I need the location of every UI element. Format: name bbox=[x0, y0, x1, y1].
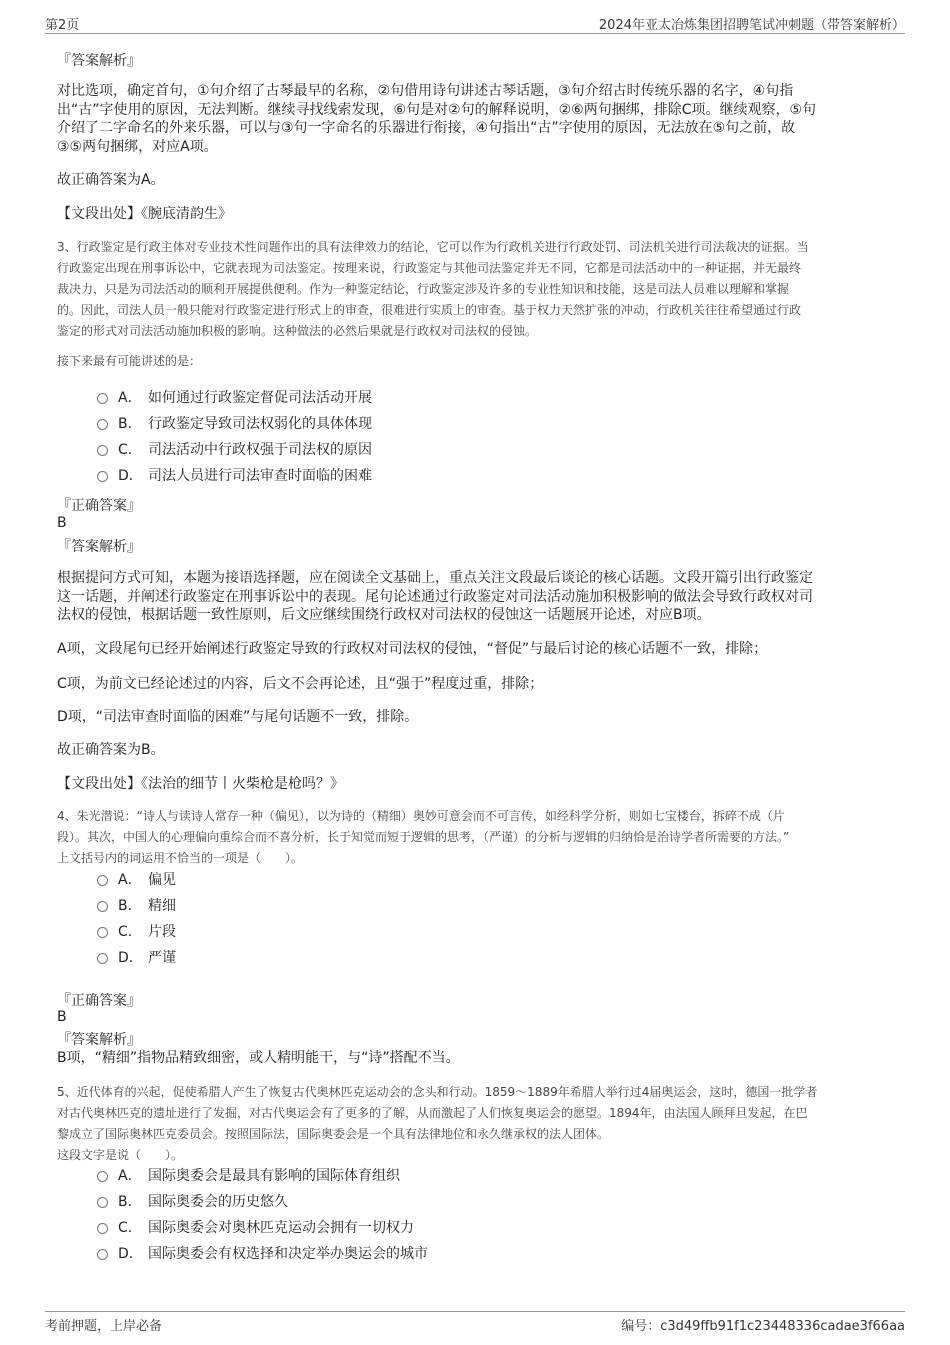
option-letter: C． bbox=[118, 442, 142, 458]
q3-analysis-line: 这一话题，并阐述行政鉴定在刑事诉讼中的表现。尾句论述通过行政鉴定对司法活动施加积极影响的做法会导致行政权对司 bbox=[57, 588, 813, 605]
q5-option-c[interactable] bbox=[97, 1217, 414, 1237]
q3-analysis-label: 『答案解析』 bbox=[57, 539, 141, 555]
q4-analysis-label: 『答案解析』 bbox=[57, 1032, 141, 1048]
radio-icon[interactable] bbox=[97, 953, 108, 964]
q4-option-a[interactable] bbox=[97, 869, 176, 889]
document-title: 2024年亚太冶炼集团招聘笔试冲刺题（带答案解析） bbox=[598, 18, 905, 33]
radio-icon[interactable] bbox=[97, 445, 108, 456]
q5-stem-line: 对古代奥林匹克的遗址进行了发掘，对古代奥运会有了更多的了解，从而激起了人们恢复奥运会的愿望。1894年，由法国人顾拜旦发起，在巴 bbox=[57, 1106, 808, 1120]
footer-divider bbox=[45, 1311, 905, 1312]
header-divider bbox=[45, 33, 905, 34]
q5-stem-line: 这段文字是说（ ）。 bbox=[57, 1148, 184, 1162]
option-text: 如何通过行政鉴定督促司法活动开展 bbox=[148, 390, 372, 406]
option-letter: C． bbox=[118, 1220, 142, 1236]
option-text: 严谨 bbox=[148, 950, 176, 966]
option-letter: B． bbox=[118, 898, 142, 914]
q3-stem-line: 行政鉴定出现在刑事诉讼中，它就表现为司法鉴定。按理来说，行政鉴定与其他司法鉴定并无不同，它都是司法活动中的一种证据，并无最终 bbox=[57, 261, 802, 275]
option-letter: D． bbox=[118, 1246, 143, 1262]
q3-source: 【文段出处】《法治的细节丨火柴枪是枪吗？》 bbox=[57, 776, 344, 792]
radio-icon[interactable] bbox=[97, 471, 108, 482]
q2-source: 【文段出处】《腕底清韵生》 bbox=[57, 206, 232, 222]
q3-option-c[interactable] bbox=[97, 439, 372, 459]
q3-stem bbox=[57, 237, 809, 342]
q3-stem-line: 鉴定的形式对司法活动施加积极的影响。这种做法的必然后果就是行政权对司法权的侵蚀。 bbox=[57, 324, 538, 338]
radio-icon[interactable] bbox=[97, 419, 108, 430]
q3-option-d[interactable] bbox=[97, 465, 372, 485]
q3-explain-a: A项，文段尾句已经开始阐述行政鉴定导致的行政权对司法权的侵蚀，“督促”与最后讨论的核心话题不一致，排除； bbox=[57, 641, 768, 657]
q3-answer-label: 『正确答案』 bbox=[57, 498, 141, 514]
q4-analysis: B项，“精细”指物品精致细密，或人精明能干，与“诗”搭配不当。 bbox=[57, 1050, 460, 1066]
radio-icon[interactable] bbox=[97, 1197, 108, 1208]
option-letter: A． bbox=[118, 1168, 142, 1184]
q3-analysis-line: 根据提问方式可知，本题为接语选择题，应在阅读全文基础上，重点关注文段最后谈论的核心话题。文段开篇引出行政鉴定 bbox=[57, 570, 813, 586]
option-text: 国际奥委会的历史悠久 bbox=[148, 1194, 288, 1210]
option-letter: B． bbox=[118, 1194, 142, 1210]
q3-explain-d: D项，“司法审查时面临的困难”与尾句话题不一致，排除。 bbox=[57, 709, 419, 725]
q2-analysis-line: 对比选项，确定首句，①句介绍了古琴最早的名称，②句借用诗句讲述古琴话题，③句介绍古时传统乐器的名字，④句指 bbox=[57, 83, 794, 99]
option-text: 司法活动中行政权强于司法权的原因 bbox=[148, 442, 372, 458]
q4-option-c[interactable] bbox=[97, 921, 176, 941]
page-number: 第2页 bbox=[45, 18, 80, 33]
radio-icon[interactable] bbox=[97, 1249, 108, 1260]
option-letter: D． bbox=[118, 950, 143, 966]
q5-option-a[interactable] bbox=[97, 1165, 400, 1185]
radio-icon[interactable] bbox=[97, 1171, 108, 1182]
q4-stem-line: 4、朱光潜说：“诗人与读诗人常存一种（偏见），以为诗的（精细）奥妙可意会而不可言传，如经科学分析，则如七宝楼台，拆碎不成（片 bbox=[57, 809, 785, 823]
radio-icon[interactable] bbox=[97, 901, 108, 912]
option-text: 片段 bbox=[148, 924, 176, 940]
q4-option-d[interactable] bbox=[97, 947, 176, 967]
q4-stem bbox=[57, 806, 789, 869]
q2-analysis-line: ③⑤两句捆绑，对应A项。 bbox=[57, 138, 218, 155]
q3-question: 接下来最有可能讲述的是： bbox=[57, 354, 202, 368]
option-text: 国际奥委会是最具有影响的国际体育组织 bbox=[148, 1168, 400, 1184]
option-letter: C． bbox=[118, 924, 142, 940]
q4-stem-line: 段）。其次，中国人的心理偏向重综合而不喜分析，长于知觉而短于逻辑的思考，（严谨）的分析与逻辑的归纳恰是治诗学者所需要的方法。” bbox=[57, 830, 790, 844]
option-text: 国际奥委会有权选择和决定举办奥运会的城市 bbox=[148, 1246, 428, 1262]
q2-analysis bbox=[57, 82, 816, 156]
option-text: 国际奥委会对奥林匹克运动会拥有一切权力 bbox=[148, 1220, 414, 1236]
q3-stem-line: 的。因此，司法人员一般只能对行政鉴定进行形式上的审查，很难进行实质上的审查。基于权力天然扩张的冲动，行政机关往往希望通过行政 bbox=[57, 303, 802, 317]
q5-stem-line: 5、近代体育的兴起，促使希腊人产生了恢复古代奥林匹克运动会的念头和行动。1859～1889年希腊人举行过4届奥运会，这时，德国一批学者 bbox=[57, 1085, 818, 1099]
q3-option-a[interactable] bbox=[97, 387, 372, 407]
q3-analysis bbox=[57, 569, 813, 625]
q3-answer: B bbox=[57, 515, 67, 531]
radio-icon[interactable] bbox=[97, 927, 108, 938]
q5-stem-line: 黎成立了国际奥林匹克委员会。按照国际法，国际奥委会是一个具有法律地位和永久继承权的法人团体。 bbox=[57, 1127, 610, 1141]
radio-icon[interactable] bbox=[97, 393, 108, 404]
option-letter: B． bbox=[118, 416, 142, 432]
option-letter: A． bbox=[118, 872, 142, 888]
q2-conclusion: 故正确答案为A。 bbox=[57, 172, 165, 188]
option-text: 偏见 bbox=[148, 872, 176, 888]
q5-option-d[interactable] bbox=[97, 1243, 428, 1263]
option-text: 行政鉴定导致司法权弱化的具体体现 bbox=[148, 416, 372, 432]
q3-option-b[interactable] bbox=[97, 413, 372, 433]
option-letter: D． bbox=[118, 468, 143, 484]
q4-option-b[interactable] bbox=[97, 895, 176, 915]
q4-stem-line: 上文括号内的词运用不恰当的一项是（ ）。 bbox=[57, 851, 304, 865]
q2-analysis-line: 出“古”字使用的原因，无法判断。继续寻找线索发现，⑥句是对②句的解释说明，②⑥两句捆绑，排除C项。继续观察，⑤句 bbox=[57, 101, 817, 118]
q3-explain-c: C项，为前文已经论述过的内容，后文不会再论述，且“强于”程度过重，排除； bbox=[57, 676, 544, 692]
option-letter: A． bbox=[118, 390, 142, 406]
q4-answer-label: 『正确答案』 bbox=[57, 993, 141, 1009]
option-text: 精细 bbox=[148, 898, 176, 914]
q3-analysis-line: 法权的侵蚀，根据话题一致性原则，后文应继续围绕行政权对司法权的侵蚀这一话题展开论述，对应B项。 bbox=[57, 607, 711, 623]
footer-slogan: 考前押题，上岸必备 bbox=[45, 1319, 163, 1334]
q5-option-b[interactable] bbox=[97, 1191, 288, 1211]
q4-answer: B bbox=[57, 1009, 67, 1025]
q3-stem-line: 3、行政鉴定是行政主体对专业技术性问题作出的具有法律效力的结论，它可以作为行政机关进行行政处罚、司法机关进行司法裁决的证据。当 bbox=[57, 240, 809, 254]
q2-analysis-label: 『答案解析』 bbox=[57, 53, 141, 69]
q5-stem bbox=[57, 1082, 817, 1166]
document-id: 编号：c3d49ffb91f1c23448336cadae3f66aa bbox=[621, 1319, 905, 1334]
q3-conclusion: 故正确答案为B。 bbox=[57, 742, 165, 758]
radio-icon[interactable] bbox=[97, 875, 108, 886]
q3-stem-line: 裁决力，只是为司法活动的顺利开展提供便利。作为一种鉴定结论，行政鉴定涉及许多的专业性知识和技能，这是司法人员难以理解和掌握 bbox=[57, 282, 790, 296]
radio-icon[interactable] bbox=[97, 1223, 108, 1234]
option-text: 司法人员进行司法审查时面临的困难 bbox=[148, 468, 372, 484]
q2-analysis-line: 介绍了二字命名的外来乐器，可以与③句一字命名的乐器进行衔接，④句指出“古”字使用的原因，无法放在⑤句之前，故 bbox=[57, 120, 796, 136]
